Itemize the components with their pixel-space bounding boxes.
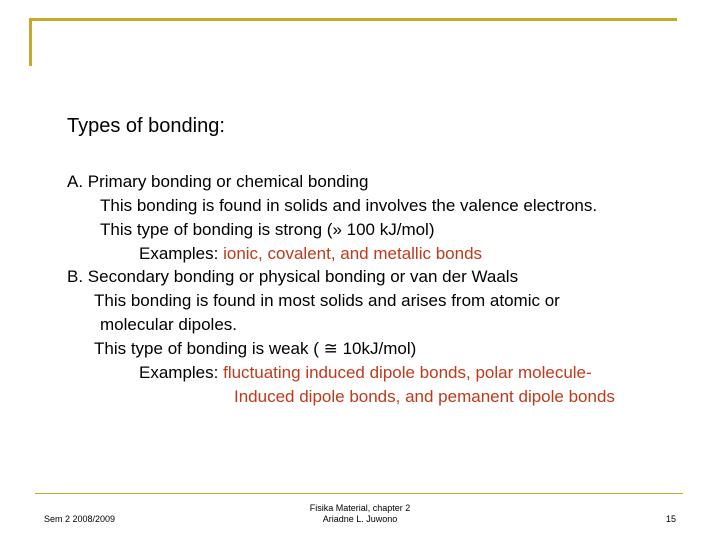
footer-course-info xyxy=(290,503,430,525)
section-b-examples-label: Examples: xyxy=(139,363,224,382)
section-b-examples-text-1: fluctuating induced dipole bonds, polar molecule- xyxy=(223,363,592,382)
footer-page-number: 15 xyxy=(666,514,677,524)
section-b-line-2: molecular dipoles. xyxy=(100,315,238,334)
section-a-line-1: This bonding is found in solids and involves the valence electrons. xyxy=(100,196,598,215)
frame-top-bar xyxy=(29,18,677,21)
section-b-line-3: This type of bonding is weak ( ≅ 10kJ/mol) xyxy=(94,339,417,358)
section-a-heading: A. Primary bonding or chemical bonding xyxy=(67,172,369,191)
slide-title: Types of bonding: xyxy=(67,115,225,137)
section-a-examples-label: Examples: xyxy=(139,244,224,263)
section-a-line-2: This type of bonding is strong (» 100 kJ/mol) xyxy=(100,220,435,239)
section-a-examples-text: ionic, covalent, and metallic bonds xyxy=(223,244,483,263)
footer-semester: Sem 2 2008/2009 xyxy=(44,514,116,524)
section-b-line-1: This bonding is found in most solids and arises from atomic or xyxy=(94,291,560,310)
section-b-heading: B. Secondary bonding or physical bonding or van der Waals xyxy=(67,267,519,286)
footer-author: Ariadne L. Juwono xyxy=(322,514,398,524)
footer-divider xyxy=(35,493,683,494)
section-b-examples xyxy=(139,363,592,383)
section-b-examples-text-2: Induced dipole bonds, and pemanent dipole bonds xyxy=(234,387,615,406)
frame-left-bar xyxy=(29,18,32,66)
section-a-examples xyxy=(139,244,482,264)
footer-course-title: Fisika Material, chapter 2 xyxy=(309,503,411,513)
